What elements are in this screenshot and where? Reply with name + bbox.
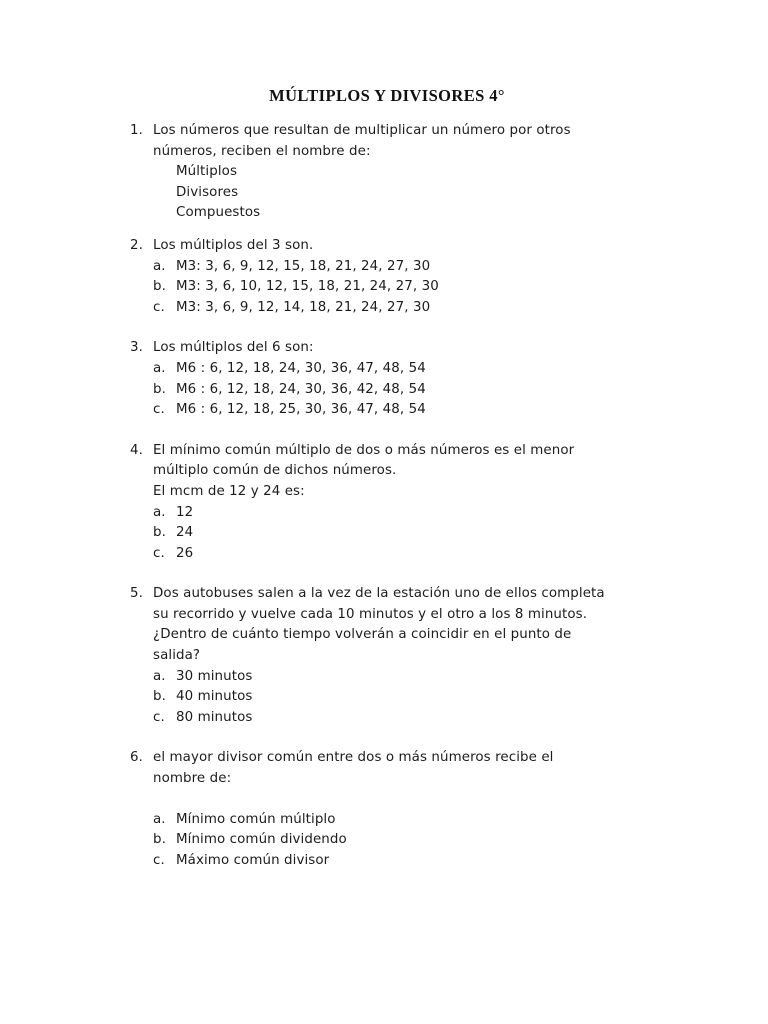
question-line: Los múltiplos del 6 son: — [153, 340, 314, 356]
option-text: Compuestos — [176, 205, 261, 221]
question-number: 5. — [130, 586, 143, 602]
option-letter: b. — [153, 525, 166, 541]
options-list — [153, 503, 658, 565]
question-line: ¿Dentro de cuánto tiempo volverán a coincidir en el punto de — [153, 627, 572, 643]
option — [153, 708, 658, 729]
question-line: salida? — [153, 648, 201, 664]
question-number: 1. — [130, 123, 143, 138]
option-text: 12 — [176, 504, 194, 520]
option — [153, 359, 658, 380]
option-letter: a. — [153, 504, 166, 520]
question-line: múltiplo común de dichos números. — [153, 463, 397, 479]
question-number: 6. — [130, 750, 143, 766]
option — [153, 277, 658, 298]
question-body — [153, 748, 658, 871]
option — [153, 162, 658, 183]
option-letter: c. — [153, 545, 165, 561]
question-body — [153, 236, 658, 318]
options-list — [153, 359, 658, 421]
question-line: nombre de: — [153, 771, 232, 787]
option — [153, 523, 658, 544]
options-list — [153, 810, 658, 872]
option — [153, 810, 658, 831]
question-line: El mcm de 12 y 24 es: — [153, 483, 305, 499]
option — [153, 400, 658, 421]
option — [153, 298, 658, 319]
option — [153, 687, 658, 708]
question-line: Los múltiplos del 3 son. — [153, 237, 314, 253]
question-line: Los números que resultan de multiplicar un número por otros — [153, 123, 571, 138]
option-text: 80 minutos — [176, 709, 253, 725]
options-list — [153, 667, 658, 729]
option-letter: a. — [153, 811, 166, 827]
option — [153, 667, 658, 688]
question-2 — [130, 236, 658, 318]
option-letter: c. — [153, 852, 165, 868]
question-line: números, reciben el nombre de: — [153, 143, 371, 159]
question-body — [153, 584, 658, 728]
option-text: 24 — [176, 525, 194, 541]
option — [153, 203, 658, 224]
question-line: El mínimo común múltiplo de dos o más números es el menor — [153, 442, 575, 458]
option-letter: a. — [153, 668, 166, 684]
option-letter: a. — [153, 360, 166, 376]
question-6 — [130, 748, 658, 871]
option-letter — [153, 203, 176, 224]
option-text: Múltiplos — [176, 164, 238, 180]
option-letter: b. — [153, 832, 166, 848]
question-body — [153, 121, 658, 224]
option-text: M6 : 6, 12, 18, 24, 30, 36, 42, 48, 54 — [176, 381, 426, 397]
question-body — [153, 338, 658, 420]
option-text: Mínimo común múltiplo — [176, 811, 336, 827]
option-letter: b. — [153, 279, 166, 295]
option-text: Mínimo común dividendo — [176, 832, 347, 848]
option-text: M3: 3, 6, 9, 12, 14, 18, 21, 24, 27, 30 — [176, 299, 431, 315]
question-5 — [130, 584, 658, 728]
question-line: su recorrido y vuelve cada 10 minutos y el otro a los 8 minutos. — [153, 606, 588, 622]
option-letter: c. — [153, 709, 165, 725]
option-letter: b. — [153, 689, 166, 705]
question-line: Dos autobuses salen a la vez de la estación uno de ellos completa — [153, 586, 605, 602]
option-text: Divisores — [176, 184, 239, 200]
option — [153, 380, 658, 401]
option — [153, 544, 658, 565]
option-letter: a. — [153, 258, 166, 274]
option — [153, 503, 658, 524]
options-list — [153, 257, 658, 319]
option-text: M3: 3, 6, 9, 12, 15, 18, 21, 24, 27, 30 — [176, 258, 431, 274]
question-line: el mayor divisor común entre dos o más números recibe el — [153, 750, 554, 766]
question-1 — [130, 121, 658, 224]
option — [153, 830, 658, 851]
option-text: 30 minutos — [176, 668, 253, 684]
page-title: MÚLTIPLOS Y DIVISORES 4° — [269, 86, 505, 105]
option-letter: c. — [153, 299, 165, 315]
option-text: M6 : 6, 12, 18, 25, 30, 36, 47, 48, 54 — [176, 402, 426, 418]
option-letter: c. — [153, 402, 165, 418]
option — [153, 183, 658, 204]
option-text: M6 : 6, 12, 18, 24, 30, 36, 47, 48, 54 — [176, 360, 426, 376]
option — [153, 851, 658, 872]
question-3 — [130, 338, 658, 420]
option — [153, 257, 658, 278]
option-text: M3: 3, 6, 10, 12, 15, 18, 21, 24, 27, 30 — [176, 279, 439, 295]
option-text: 26 — [176, 545, 194, 561]
options-list — [153, 162, 658, 224]
spacer — [153, 790, 658, 810]
question-number: 4. — [130, 442, 143, 458]
question-body — [153, 441, 658, 565]
option-text: Máximo común divisor — [176, 852, 330, 868]
question-number: 2. — [130, 237, 143, 253]
option-letter — [153, 162, 176, 183]
question-4 — [130, 441, 658, 565]
option-text: 40 minutos — [176, 689, 253, 705]
option-letter — [153, 183, 176, 204]
question-number: 3. — [130, 340, 143, 356]
option-letter: b. — [153, 381, 166, 397]
